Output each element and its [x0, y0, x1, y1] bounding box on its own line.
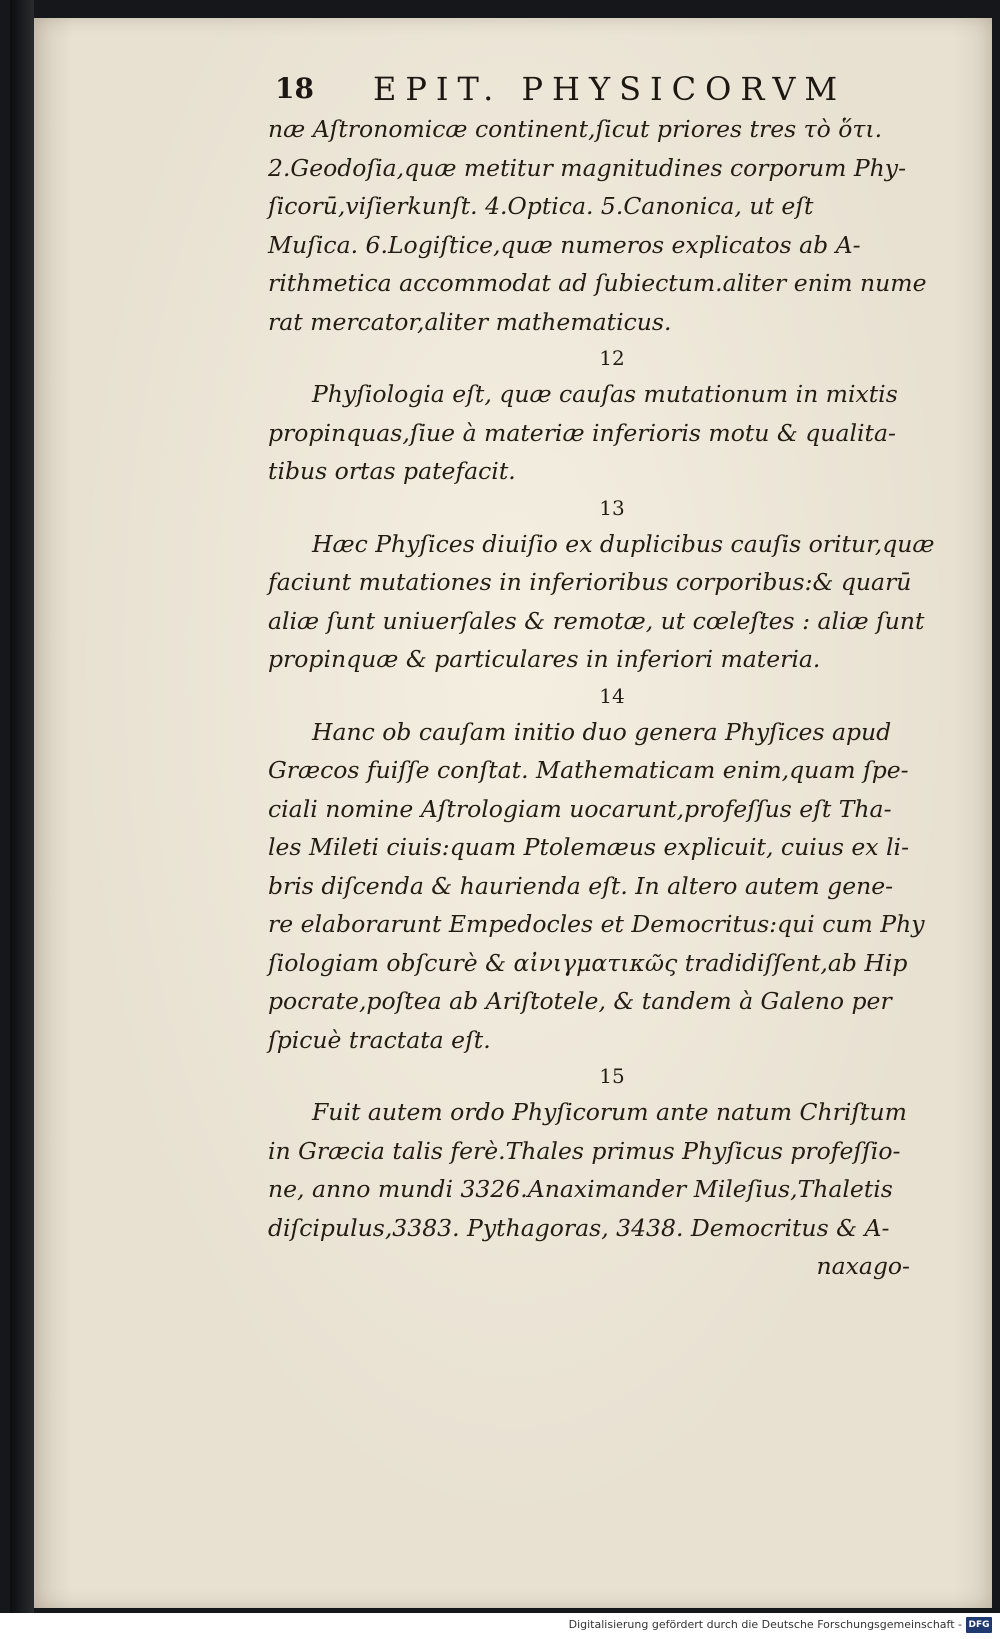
- catchword: naxago-: [816, 1252, 910, 1280]
- text-line: pocrate,poſtea ab Ariſtotele, & tandem à Galeno per: [268, 987, 892, 1015]
- text-line: 2.Geodoſia,quæ metitur magnitudines corporum Phy-: [268, 153, 907, 182]
- paragraph-first-line: Hanc ob cauſam initio duo genera Phyſices apud: [312, 717, 892, 746]
- text-line: aliæ ſunt uniuerſales & remotæ, ut cœleſtes : aliæ ſunt: [268, 606, 925, 635]
- main-text: [268, 110, 935, 1286]
- text-line: Muſica. 6.Logiſtice,quæ numeros explicatos ab A-: [268, 230, 861, 259]
- paragraph-number: 13: [599, 495, 625, 520]
- footer-bar: [0, 1613, 1000, 1639]
- text-line: propinquæ & particulares in inferiori materia.: [268, 645, 821, 673]
- paragraph-number: 12: [599, 346, 625, 370]
- text-line: ſicorū,viſierkunſt. 4.Optica. 5.Canonica, ut eſt: [268, 192, 814, 220]
- text-line: propinquas,ſiue à materiæ inferioris motu & qualita-: [268, 418, 896, 447]
- text-line: ciali nomine Aſtrologiam uocarunt,profeſſus eſt Tha-: [268, 794, 892, 823]
- text-line: ſpicuè tractata eſt.: [268, 1025, 491, 1054]
- running-title: EPIT. PHYSICORVM: [373, 70, 847, 108]
- paragraph-first-line: Hæc Phyſices diuiſio ex duplicibus cauſis oritur,quæ: [312, 529, 935, 558]
- book-binding-edge: [10, 0, 34, 1613]
- text-line: re elaborarunt Empedocles et Democritus:qui cum Phy: [268, 910, 925, 938]
- text-line: faciunt mutationes in inferioribus corporibus:& quarū: [268, 568, 912, 596]
- paragraph-number: 14: [599, 683, 625, 708]
- text-line: Græcos fuiſſe conſtat. Mathematicam enim,quam ſpe-: [268, 756, 909, 784]
- text-line: ne, anno mundi 3326.Anaximander Mileſius,Thaletis: [268, 1175, 893, 1203]
- page-header: [275, 70, 875, 110]
- text-line: rat mercator,aliter mathematicus.: [268, 307, 672, 336]
- dfg-credit-text: Digitalisierung gefördert durch die Deutsche Forschungsgemeinschaft -: [568, 1618, 962, 1631]
- text-line: tibus ortas patefacit.: [268, 457, 516, 485]
- paragraph-first-line: Phyſiologia eſt, quæ cauſas mutationum in mixtis: [312, 380, 898, 408]
- text-line: ſiologiam obſcurè & αἰνιγματικῶς tradidiſſent,ab Hip: [268, 948, 908, 977]
- text-line: in Græcia talis ferè.Thales primus Phyſicus profeſſio-: [268, 1136, 901, 1165]
- text-line: bris diſcenda & haurienda eſt. In altero autem gene-: [268, 871, 894, 900]
- paragraph-number: 15: [599, 1064, 625, 1088]
- text-line: diſcipulus,3383. Pythagoras, 3438. Democritus & A-: [268, 1213, 890, 1242]
- text-line: rithmetica accommodat ad ſubiectum.aliter enim nume: [268, 269, 927, 297]
- dfg-logo: DFG: [966, 1617, 992, 1633]
- paragraph-first-line: Fuit autem ordo Phyſicorum ante natum Chriſtum: [312, 1098, 907, 1126]
- text-line: næ Aſtronomicæ continent,ſicut priores tres τὸ ὅτι.: [268, 115, 883, 143]
- page-number: 18: [275, 72, 314, 105]
- text-line: les Mileti ciuis:quam Ptolemæus explicuit, cuius ex li-: [268, 833, 910, 861]
